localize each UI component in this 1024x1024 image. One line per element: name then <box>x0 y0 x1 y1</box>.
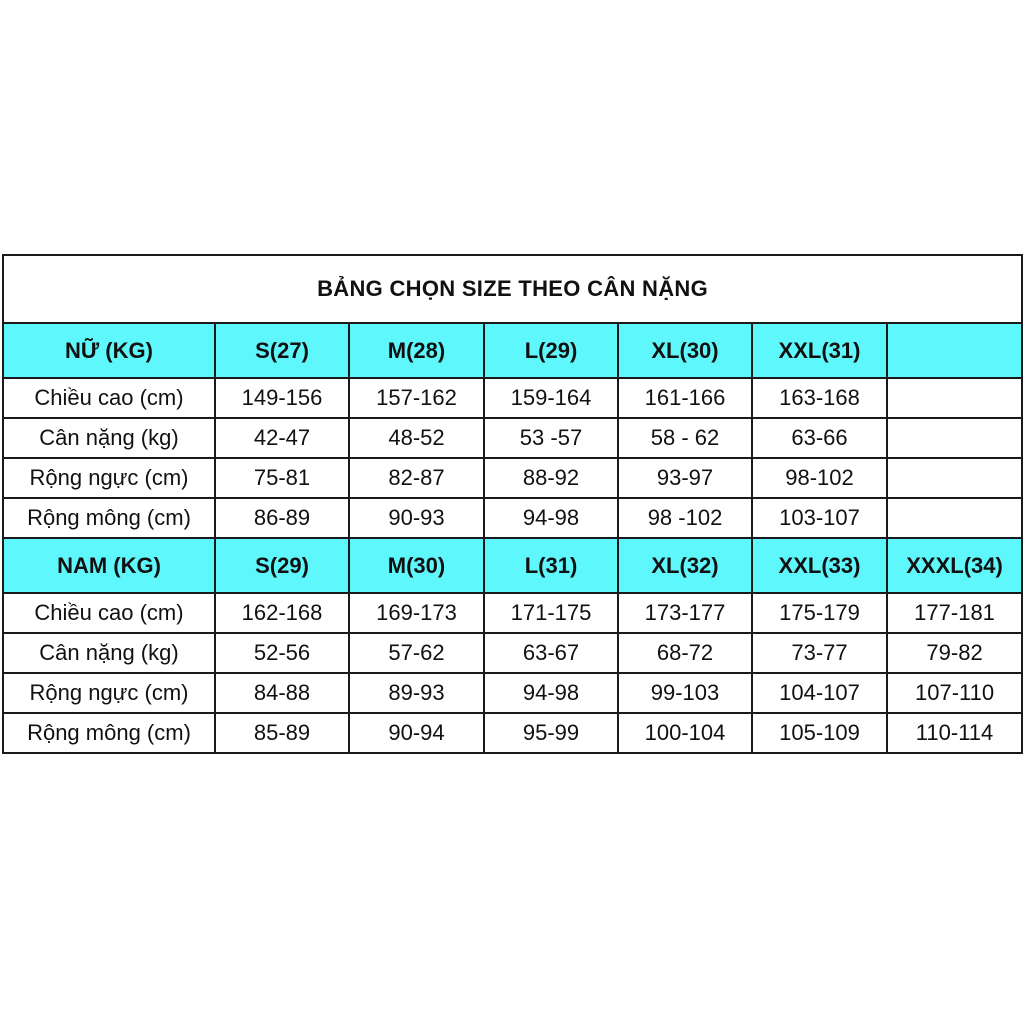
measurement-value <box>887 498 1022 538</box>
measurement-value: 63-67 <box>484 633 618 673</box>
measurement-value: 63-66 <box>752 418 887 458</box>
table-row <box>3 673 1022 713</box>
measurement-value: 157-162 <box>349 378 484 418</box>
measurement-value: 173-177 <box>618 593 752 633</box>
table-row <box>3 593 1022 633</box>
table-row <box>3 498 1022 538</box>
measurement-value: 57-62 <box>349 633 484 673</box>
measurement-value: 162-168 <box>215 593 349 633</box>
table-title: BẢNG CHỌN SIZE THEO CÂN NẶNG <box>3 255 1022 323</box>
measurement-value: 105-109 <box>752 713 887 753</box>
men-size-header: M(30) <box>349 538 484 593</box>
measurement-value: 75-81 <box>215 458 349 498</box>
women-header-row <box>3 323 1022 378</box>
measurement-value: 79-82 <box>887 633 1022 673</box>
measurement-value: 100-104 <box>618 713 752 753</box>
table-row <box>3 713 1022 753</box>
measurement-value: 110-114 <box>887 713 1022 753</box>
measurement-value: 73-77 <box>752 633 887 673</box>
men-size-header: L(31) <box>484 538 618 593</box>
measurement-value: 95-99 <box>484 713 618 753</box>
measurement-value: 149-156 <box>215 378 349 418</box>
measurement-value: 68-72 <box>618 633 752 673</box>
table-row <box>3 633 1022 673</box>
measurement-value: 52-56 <box>215 633 349 673</box>
title-row <box>3 255 1022 323</box>
measurement-label: Rộng mông (cm) <box>3 498 215 538</box>
measurement-value: 93-97 <box>618 458 752 498</box>
women-size-header <box>887 323 1022 378</box>
measurement-value: 48-52 <box>349 418 484 458</box>
table-row <box>3 418 1022 458</box>
measurement-value: 53 -57 <box>484 418 618 458</box>
measurement-value: 98 -102 <box>618 498 752 538</box>
men-size-header: S(29) <box>215 538 349 593</box>
measurement-value: 94-98 <box>484 498 618 538</box>
measurement-value: 171-175 <box>484 593 618 633</box>
measurement-value: 177-181 <box>887 593 1022 633</box>
measurement-label: Cân nặng (kg) <box>3 418 215 458</box>
measurement-value: 82-87 <box>349 458 484 498</box>
measurement-value: 85-89 <box>215 713 349 753</box>
women-size-header: M(28) <box>349 323 484 378</box>
women-size-header: XL(30) <box>618 323 752 378</box>
measurement-value: 42-47 <box>215 418 349 458</box>
measurement-value: 169-173 <box>349 593 484 633</box>
measurement-value: 90-94 <box>349 713 484 753</box>
measurement-value: 104-107 <box>752 673 887 713</box>
measurement-value: 86-89 <box>215 498 349 538</box>
men-size-header: XXXL(34) <box>887 538 1022 593</box>
women-section-label: NỮ (KG) <box>3 323 215 378</box>
measurement-label: Rộng ngực (cm) <box>3 458 215 498</box>
men-size-header: XXL(33) <box>752 538 887 593</box>
measurement-value: 163-168 <box>752 378 887 418</box>
measurement-value: 94-98 <box>484 673 618 713</box>
measurement-label: Rộng ngực (cm) <box>3 673 215 713</box>
measurement-value: 90-93 <box>349 498 484 538</box>
measurement-label: Chiều cao (cm) <box>3 593 215 633</box>
measurement-value: 99-103 <box>618 673 752 713</box>
measurement-value: 107-110 <box>887 673 1022 713</box>
measurement-value <box>887 418 1022 458</box>
measurement-value: 89-93 <box>349 673 484 713</box>
measurement-value: 161-166 <box>618 378 752 418</box>
measurement-value: 88-92 <box>484 458 618 498</box>
measurement-value: 175-179 <box>752 593 887 633</box>
men-header-row <box>3 538 1022 593</box>
measurement-value: 58 - 62 <box>618 418 752 458</box>
men-size-header: XL(32) <box>618 538 752 593</box>
women-size-header: L(29) <box>484 323 618 378</box>
measurement-value: 98-102 <box>752 458 887 498</box>
measurement-label: Cân nặng (kg) <box>3 633 215 673</box>
women-size-header: XXL(31) <box>752 323 887 378</box>
measurement-value <box>887 458 1022 498</box>
measurement-value: 103-107 <box>752 498 887 538</box>
measurement-label: Chiều cao (cm) <box>3 378 215 418</box>
measurement-value: 84-88 <box>215 673 349 713</box>
measurement-value: 159-164 <box>484 378 618 418</box>
table-row <box>3 458 1022 498</box>
size-chart-table <box>2 254 1023 754</box>
table-row <box>3 378 1022 418</box>
measurement-label: Rộng mông (cm) <box>3 713 215 753</box>
men-section-label: NAM (KG) <box>3 538 215 593</box>
women-size-header: S(27) <box>215 323 349 378</box>
measurement-value <box>887 378 1022 418</box>
